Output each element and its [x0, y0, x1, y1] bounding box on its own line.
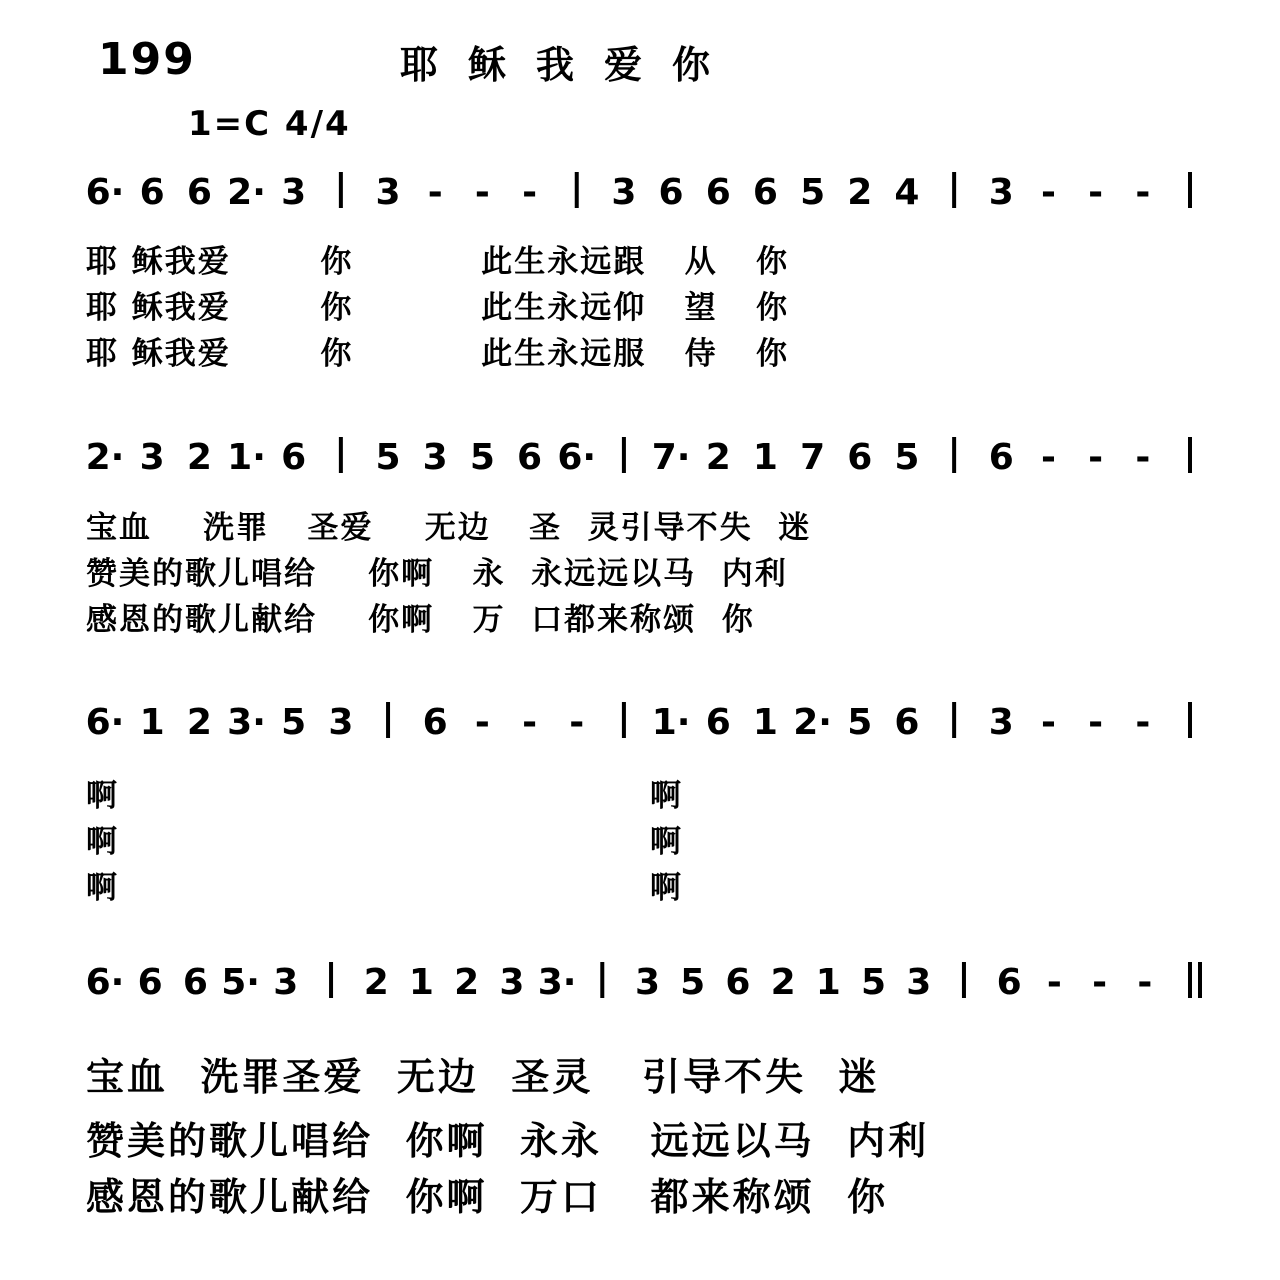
note: 2·: [793, 702, 832, 743]
lyric-line-4-verse-2: 赞美的歌儿唱给 你啊 永永 远远以马 内利: [86, 1119, 930, 1163]
note: 2: [186, 437, 212, 478]
note: 6: [988, 437, 1014, 478]
dash-hold: -: [522, 172, 538, 213]
dash-hold: -: [1041, 172, 1056, 213]
note: 6: [658, 172, 684, 213]
note: 6: [422, 702, 448, 743]
note: 3: [988, 702, 1014, 743]
note: 1: [752, 437, 778, 478]
note: 6: [517, 437, 543, 478]
lyric-line-1-verse-3: 耶 稣我爱 你 此生永远服 侍 你: [86, 336, 790, 372]
lyric-line-3-left-1: 啊: [86, 778, 119, 814]
note: 5: [680, 962, 706, 1003]
lyric-line-1-verse-2: 耶 稣我爱 你 此生永远仰 望 你: [86, 290, 790, 326]
note: 6: [752, 172, 778, 213]
dash-hold: -: [1088, 172, 1104, 213]
note: 5: [469, 437, 495, 478]
note: 5: [861, 962, 887, 1003]
note: 1: [139, 702, 165, 743]
key-signature: 1=C 4/4: [188, 104, 351, 144]
note: 5: [800, 172, 826, 213]
note: 1: [752, 702, 778, 743]
note: 3·: [537, 962, 577, 1003]
note: 2: [363, 962, 389, 1003]
note: 5: [847, 702, 873, 743]
note: 3: [988, 172, 1014, 213]
lyric-line-2-verse-2: 赞美的歌儿唱给 你啊 永 永远远以马 内利: [86, 556, 788, 592]
lyric-line-3-left-2: 啊: [86, 824, 119, 860]
hymn-title: 耶稣我爱你: [400, 43, 741, 87]
lyric-line-2-verse-3: 感恩的歌儿献给 你啊 万 口都来称颂 你: [86, 602, 755, 638]
dash-hold: -: [1088, 702, 1104, 743]
dash-hold: -: [569, 702, 585, 743]
lyric-line-4-verse-1: 宝血 洗罪圣爱 无边 圣灵 引导不失 迷: [86, 1055, 880, 1099]
note: 5·: [221, 962, 260, 1003]
note: 6: [186, 172, 212, 213]
note: 6: [182, 962, 208, 1003]
dash-hold: -: [1092, 962, 1108, 1003]
note: 6·: [85, 702, 125, 743]
note: 3: [499, 962, 525, 1003]
note: 1: [815, 962, 841, 1003]
note: 5: [375, 437, 401, 478]
note: 6: [139, 172, 165, 213]
note: 7·: [651, 437, 691, 478]
note: 1·: [651, 702, 691, 743]
note: 6: [281, 437, 307, 478]
note: 3·: [227, 702, 266, 743]
dash-hold: -: [427, 172, 443, 213]
note: 2·: [227, 172, 266, 213]
dash-hold: -: [474, 702, 490, 743]
note: 5: [281, 702, 307, 743]
note: 3: [422, 437, 448, 478]
note: 6·: [557, 437, 597, 478]
notation-line-4: [0, 950, 1280, 1020]
note: 3: [634, 962, 661, 1003]
hymn-number: 199: [98, 34, 196, 85]
dash-hold: -: [1088, 437, 1104, 478]
lyric-line-3-right-3: 啊: [650, 870, 683, 906]
note: 3: [281, 172, 307, 213]
note: 2: [770, 962, 796, 1003]
note: 2: [705, 437, 731, 478]
note: 3: [906, 962, 932, 1003]
lyric-line-1-verse-1: 耶 稣我爱 你 此生永远跟 从 你: [86, 244, 790, 280]
note: 3: [273, 962, 299, 1003]
note: 1: [408, 962, 434, 1003]
dash-hold: -: [1046, 962, 1062, 1003]
dash-hold: -: [1137, 962, 1153, 1003]
note: 7: [800, 437, 826, 478]
note: 6: [847, 437, 873, 478]
dash-hold: -: [522, 702, 538, 743]
notation-line-1: [0, 160, 1280, 230]
dash-hold: -: [1135, 172, 1151, 213]
note: 6: [725, 962, 751, 1003]
lyric-line-3-left-3: 啊: [86, 870, 119, 906]
note: 6·: [85, 172, 125, 213]
note: 6: [705, 702, 731, 743]
note: 3: [139, 437, 165, 478]
note: 2: [847, 172, 873, 213]
note: 1·: [227, 437, 266, 478]
note: 6: [137, 962, 163, 1003]
note: 2·: [85, 437, 125, 478]
note: 6: [996, 962, 1022, 1003]
lyric-line-2-verse-1: 宝血 洗罪 圣爱 无边 圣 灵引导不失 迷: [86, 510, 812, 546]
dash-hold: -: [1135, 437, 1151, 478]
note: 2: [454, 962, 480, 1003]
note: 4: [894, 172, 920, 213]
notation-line-2: [0, 425, 1280, 495]
note: 6·: [85, 962, 125, 1003]
lyric-line-3-right-1: 啊: [650, 778, 683, 814]
dash-hold: -: [1041, 702, 1056, 743]
lyric-line-4-verse-3: 感恩的歌儿献给 你啊 万口 都来称颂 你: [86, 1175, 889, 1219]
note: 3: [375, 172, 401, 213]
notation-line-3: [0, 690, 1280, 760]
dash-hold: -: [1135, 702, 1151, 743]
dash-hold: -: [474, 172, 490, 213]
dash-hold: -: [1041, 437, 1056, 478]
note: 6: [705, 172, 731, 213]
note: 6: [894, 702, 920, 743]
lyric-line-3-right-2: 啊: [650, 824, 683, 860]
note: 3: [611, 172, 637, 213]
note: 5: [894, 437, 920, 478]
note: 2: [186, 702, 212, 743]
note: 3: [328, 702, 354, 743]
